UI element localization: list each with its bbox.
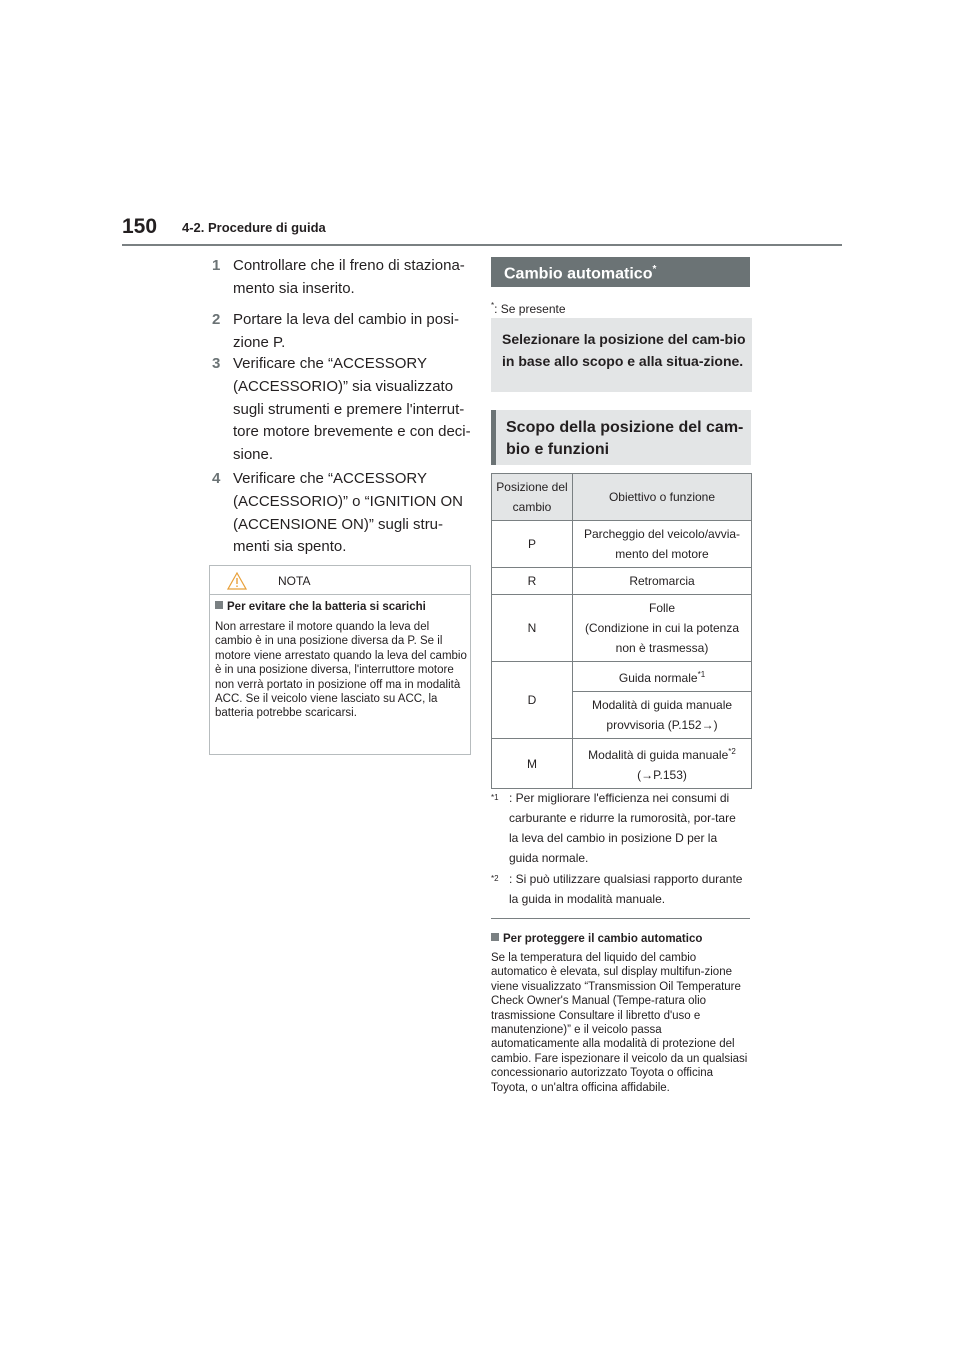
protect-subheading (491, 933, 702, 945)
footnote-2 (491, 869, 746, 909)
cambio-title-text: Cambio automatico (504, 265, 653, 283)
step-2 (212, 309, 474, 355)
protect-body: Se la temperatura del liquido del cambio automatico è elevata, sul display multifun-zione viene visualizzato “Transmission Oil Temperature Check Owner's Manual (Tempe-ratura olio trasmissione Consultare il libretto d'uso e manutenzione)” e il veicolo passa automaticamente alla modalità di protezione del cambio. Fare ispezionare il veicolo da un qualsiasi concessionario autorizzato Toyota o officina Toyota, o un'altra officina affidabile. (491, 952, 748, 1094)
table-cell-function (573, 662, 752, 692)
footnote-mark (491, 788, 499, 811)
header-rule (122, 244, 842, 246)
footnote-star-mark: * (491, 301, 495, 310)
table-cell-position: M (492, 739, 573, 789)
table-cell-line: (Condizione in cui la potenza non è trasmessa) (584, 621, 740, 655)
nota-label: NOTA (278, 574, 311, 588)
step-number: 4 (212, 470, 221, 487)
footnote-1 (491, 788, 746, 868)
intro-box (491, 318, 752, 392)
cambio-title (504, 264, 656, 283)
table-cell-line: (→P.153) (637, 768, 687, 782)
footnote-ref: *1 (697, 670, 706, 679)
nota-header (210, 566, 470, 595)
nota-box (209, 565, 471, 755)
table-cell-function: Modalità di guida manuale provvisoria (P.152→) (573, 692, 752, 739)
nota-body: Non arrestare il motore quando la leva del cambio è in una posizione diversa da P. Se il motore viene arrestato quando la leva del cambio è in una posizione diversa, l'interruttore motore non verrà portato in posizione off ma in modalità ACC. Se il veicolo viene lasciato su ACC, la batteria potrebbe scaricarsi. (215, 621, 467, 720)
cambio-heading (491, 257, 750, 287)
table-cell-line: Folle (648, 601, 675, 615)
table-row (492, 739, 752, 789)
footnote-star-text: : Se presente (494, 302, 566, 316)
step-text: Verificare che “ACCESSORY (ACCESSORIO)” o “IGNITION ON (ACCENSIONE ON)” sugli stru-menti sia spento. (233, 470, 464, 556)
table-cell-position: N (492, 595, 573, 662)
scope-heading-box (491, 410, 751, 465)
step-number: 2 (212, 311, 221, 328)
table-row (492, 521, 752, 568)
square-bullet-icon (215, 601, 223, 609)
intro-text: Selezionare la posizione del cam-bio in base allo scopo e alla situa-zione. (502, 331, 746, 369)
footnote-star (491, 301, 566, 316)
table-cell-text: Modalità di guida manuale (588, 748, 729, 762)
table-cell-line (575, 742, 749, 765)
table-cell-function: Retromarcia (573, 568, 752, 595)
table-cell-function (573, 739, 752, 789)
table-cell-position: D (492, 662, 573, 739)
step-number: 3 (212, 355, 221, 372)
footnote-text: : Si può utilizzare qualsiasi rapporto durante la guida in modalità manuale. (509, 872, 743, 906)
footnote-mark-text: *2 (491, 874, 499, 883)
step-4 (212, 468, 474, 559)
cambio-title-mark: * (652, 264, 657, 275)
section-title: 4-2. Procedure di guida (182, 220, 326, 235)
step-3 (212, 353, 474, 467)
gear-position-table (491, 473, 752, 789)
table-header-row (492, 474, 752, 521)
table-row (492, 595, 752, 662)
scope-heading: Scopo della posizione del cam-bio e funzioni (506, 419, 744, 458)
step-1 (212, 255, 474, 301)
step-text: Controllare che il freno di staziona-mento sia inserito. (233, 257, 465, 297)
section-divider (491, 918, 750, 919)
step-number: 1 (212, 257, 221, 274)
table-cell-position: P (492, 521, 573, 568)
footnote-text: : Per migliorare l'efficienza nei consumi di carburante e ridurre la rumorosità, por-tare la leva del cambio in posizione D per la guida normale. (509, 791, 736, 865)
protect-subheading-text: Per proteggere il cambio automatico (503, 933, 703, 945)
table-cell-function (573, 595, 752, 662)
table-header: Posizione del cambio (492, 474, 573, 521)
table-header: Obiettivo o funzione (573, 474, 752, 521)
footnote-mark-text: *1 (491, 793, 499, 802)
square-bullet-icon (491, 933, 499, 941)
table-row (492, 662, 752, 692)
footnote-mark (491, 869, 499, 892)
table-cell-text: Guida normale (618, 671, 698, 685)
nota-subheading-text: Per evitare che la batteria si scarichi (227, 601, 426, 613)
footnote-ref: *2 (728, 747, 736, 756)
step-text: Portare la leva del cambio in posi-zione P. (233, 311, 459, 351)
warning-icon (227, 572, 247, 595)
table-row (492, 568, 752, 595)
table-cell-function: Parcheggio del veicolo/avvia-mento del motore (573, 521, 752, 568)
nota-subheading (215, 601, 426, 613)
step-text: Verificare che “ACCESSORY (ACCESSORIO)” sia visualizzato sugli strumenti e premere l'interrut-tore motore brevemente e con deci-sione. (233, 355, 471, 464)
page-number: 150 (122, 215, 158, 238)
table-cell-position: R (492, 568, 573, 595)
